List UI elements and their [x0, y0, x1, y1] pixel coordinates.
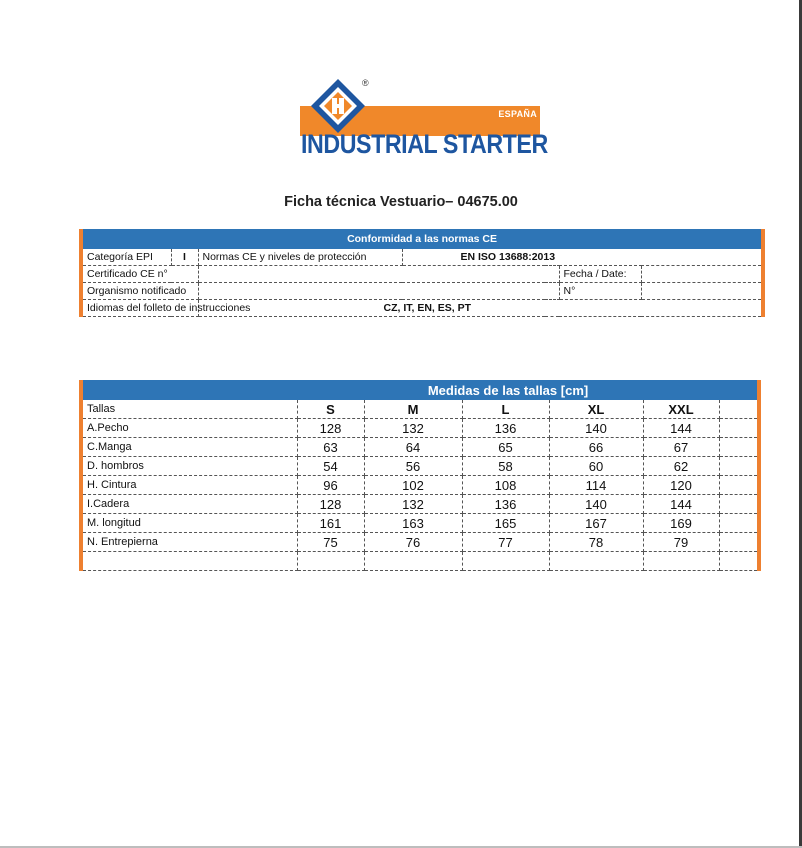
size-col-header: L: [462, 400, 549, 419]
size-header-blank: [81, 381, 297, 400]
categoria-value: I: [171, 249, 198, 266]
table-row: [81, 476, 759, 495]
empty-cell: [719, 438, 759, 457]
empty-cell: [643, 552, 719, 571]
idiomas-label: Idiomas del folleto de instrucciones: [81, 300, 198, 317]
cell-value: 108: [462, 476, 549, 495]
document-title: Ficha técnica Vestuario– 04675.00: [284, 194, 518, 210]
idiomas-value: CZ, IT, EN, ES, PT: [198, 300, 763, 317]
normas-value: EN ISO 13688:2013: [402, 249, 763, 266]
logo-brand-text: INDUSTRIAL STARTER: [301, 129, 548, 159]
table-row: [81, 514, 759, 533]
cell-value: 163: [364, 514, 462, 533]
organismo-label: Organismo notificado: [81, 283, 198, 300]
fecha-label: Fecha / Date:: [559, 266, 641, 283]
empty-cell: [719, 533, 759, 552]
cell-value: 144: [643, 419, 719, 438]
row-label: N. Entrepierna: [81, 533, 297, 552]
row-label: H. Cintura: [81, 476, 297, 495]
table-row: [81, 438, 759, 457]
cell-value: 169: [643, 514, 719, 533]
table-row: [81, 419, 759, 438]
cell-value: 136: [462, 419, 549, 438]
cell-value: 114: [549, 476, 643, 495]
cell-value: 132: [364, 495, 462, 514]
cell-value: 120: [643, 476, 719, 495]
categoria-label: Categoría EPI: [81, 249, 171, 266]
cell-value: 66: [549, 438, 643, 457]
row-label: I.Cadera: [81, 495, 297, 514]
empty-cell: [719, 476, 759, 495]
cell-value: 102: [364, 476, 462, 495]
normas-label: Normas CE y niveles de protección: [198, 249, 402, 266]
row-label: A.Pecho: [81, 419, 297, 438]
cell-value: 144: [643, 495, 719, 514]
empty-cell: [719, 419, 759, 438]
empty-cell: [719, 457, 759, 476]
cell-value: 136: [462, 495, 549, 514]
cell-value: 77: [462, 533, 549, 552]
numero-value: [641, 283, 763, 300]
certificado-label: Certificado CE n°: [81, 266, 198, 283]
cell-value: 96: [297, 476, 364, 495]
organismo-value: [198, 283, 559, 300]
cell-value: 75: [297, 533, 364, 552]
size-col-header: XXL: [643, 400, 719, 419]
cell-value: 132: [364, 419, 462, 438]
empty-cell: [364, 552, 462, 571]
size-col-header: M: [364, 400, 462, 419]
ce-header: Conformidad a las normas CE: [81, 230, 763, 249]
fecha-value: [641, 266, 763, 283]
size-col-header: XL: [549, 400, 643, 419]
logo-region: ESPAÑA: [498, 109, 537, 119]
row-label: D. hombros: [81, 457, 297, 476]
empty-cell: [81, 552, 297, 571]
size-measurements-table: [79, 380, 761, 571]
cell-value: 76: [364, 533, 462, 552]
cell-value: 78: [549, 533, 643, 552]
ce-conformity-table: [79, 229, 765, 317]
empty-cell: [297, 552, 364, 571]
cell-value: 64: [364, 438, 462, 457]
cell-value: 60: [549, 457, 643, 476]
cell-value: 161: [297, 514, 364, 533]
cell-value: 140: [549, 419, 643, 438]
cell-value: 67: [643, 438, 719, 457]
cell-value: 140: [549, 495, 643, 514]
cell-value: 167: [549, 514, 643, 533]
numero-label: N°: [559, 283, 641, 300]
certificado-value: [198, 266, 559, 283]
table-row: [81, 495, 759, 514]
cell-value: 65: [462, 438, 549, 457]
table-row: [81, 457, 759, 476]
cell-value: 128: [297, 419, 364, 438]
cell-value: 79: [643, 533, 719, 552]
size-header-blank: [719, 381, 759, 400]
table-row-empty: [81, 552, 759, 571]
empty-cell: [719, 552, 759, 571]
cell-value: 54: [297, 457, 364, 476]
empty-cell: [719, 514, 759, 533]
company-logo: [300, 76, 548, 162]
cell-value: 58: [462, 457, 549, 476]
size-col-header: S: [297, 400, 364, 419]
empty-cell: [462, 552, 549, 571]
table-row: [81, 533, 759, 552]
empty-cell: [549, 552, 643, 571]
logo-registered-mark: ®: [362, 78, 369, 88]
empty-cell: [719, 400, 759, 419]
tallas-label: Tallas: [81, 400, 297, 419]
cell-value: 165: [462, 514, 549, 533]
cell-value: 63: [297, 438, 364, 457]
row-label: M. longitud: [81, 514, 297, 533]
cell-value: 128: [297, 495, 364, 514]
cell-value: 62: [643, 457, 719, 476]
size-header: Medidas de las tallas [cm]: [297, 381, 719, 400]
cell-value: 56: [364, 457, 462, 476]
empty-cell: [719, 495, 759, 514]
row-label: C.Manga: [81, 438, 297, 457]
